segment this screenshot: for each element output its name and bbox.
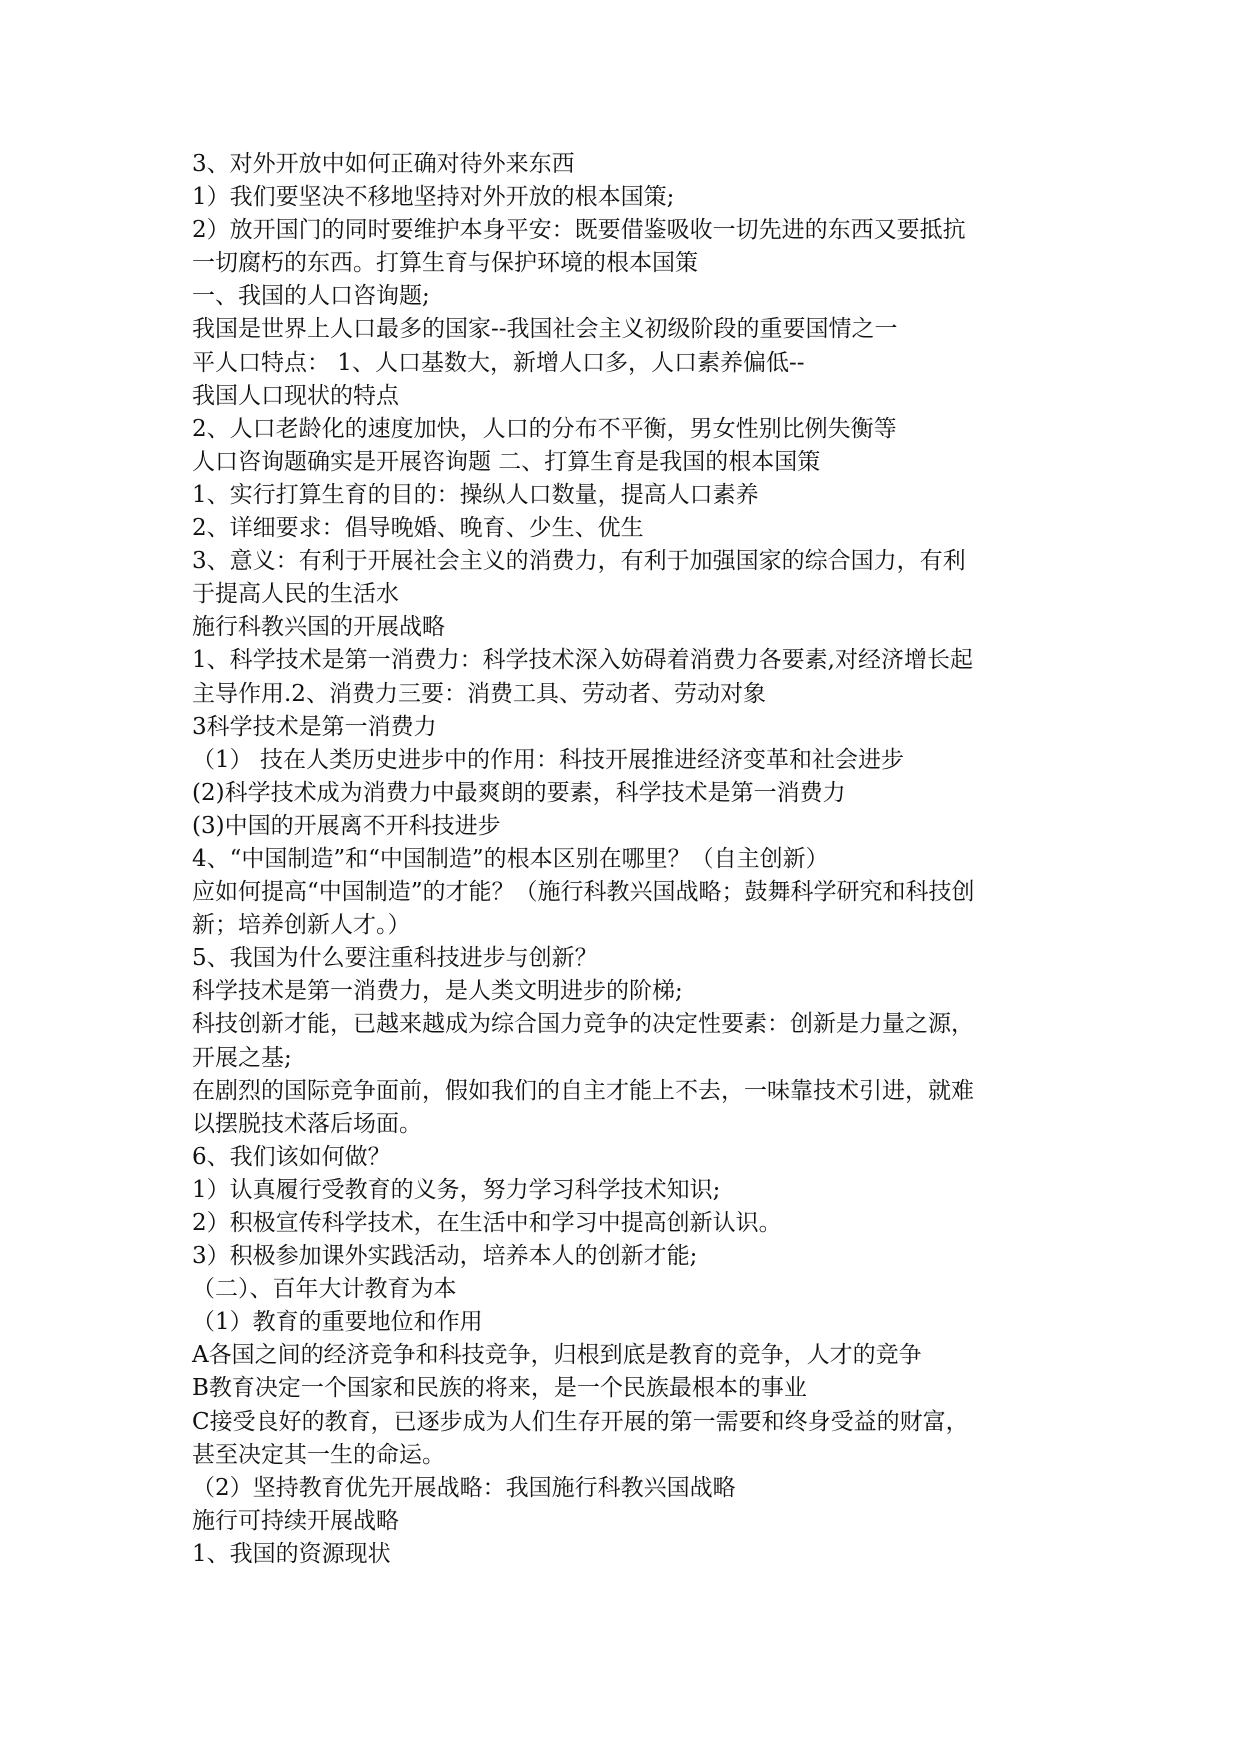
text-line: 3、意义：有利于开展社会主义的消费力，有利于加强国家的综合国力，有利 xyxy=(192,548,966,575)
text-line: 2、详细要求：倡导晚婚、晚育、少生、优生 xyxy=(192,515,644,542)
text-line: 1、我国的资源现状 xyxy=(192,1540,391,1567)
text-line: 以摆脱技术落后场面。 xyxy=(192,1110,422,1137)
text-line: (3)中国的开展离不开科技进步 xyxy=(192,812,501,839)
text-line: 5、我国为什么要注重科技进步与创新？ xyxy=(192,945,598,972)
document-body xyxy=(192,148,1052,1571)
text-line: 我国是世界上人口最多的国家--我国社会主义初级阶段的重要国情之一 xyxy=(192,316,898,343)
text-line: （2）坚持教育优先开展战略：我国施行科教兴国战略 xyxy=(192,1474,736,1501)
text-line: A各国之间的经济竞争和科技竞争，归根到底是教育的竞争，人才的竞争 xyxy=(192,1342,922,1369)
text-line: 科学技术是第一消费力，是人类文明进步的阶梯; xyxy=(192,978,683,1005)
text-line: 开展之基; xyxy=(192,1044,292,1071)
text-line: 主导作用.2、消费力三要：消费工具、劳动者、劳动对象 xyxy=(192,680,766,707)
text-line: 1、科学技术是第一消费力：科学技术深入妨碍着消费力各要素,对经济增长起 xyxy=(192,647,973,674)
text-line: （1）教育的重要地位和作用 xyxy=(192,1309,483,1336)
text-line: （二）、百年大计教育为本 xyxy=(192,1276,457,1303)
text-line: 平人口特点： 1、人口基数大，新增人口多，人口素养偏低-- xyxy=(192,349,805,376)
text-line: 施行可持续开展战略 xyxy=(192,1507,399,1534)
text-line: （1） 技在人类历史进步中的作用：科技开展推进经济变革和社会进步 xyxy=(192,746,904,773)
text-line: 4、“中国制造”和“中国制造”的根本区别在哪里？（自主创新） xyxy=(192,845,829,872)
text-line: 应如何提高“中国制造”的才能？（施行科教兴国战略；鼓舞科学研究和科技创 xyxy=(192,879,975,906)
text-line: 1、实行打算生育的目的：操纵人口数量，提高人口素养 xyxy=(192,481,759,508)
text-line: 6、我们该如何做？ xyxy=(192,1143,391,1170)
text-line: 1）认真履行受教育的义务，努力学习科学技术知识; xyxy=(192,1176,721,1203)
text-line: 3、对外开放中如何正确对待外来东西 xyxy=(192,151,575,177)
text-line: 我国人口现状的特点 xyxy=(192,382,399,409)
text-line: 一、我国的人口咨询题; xyxy=(192,283,430,310)
text-line: 甚至决定其一生的命运。 xyxy=(192,1441,445,1468)
text-line: 2、人口老龄化的速度加快，人口的分布不平衡，男女性别比例失衡等 xyxy=(192,415,897,442)
text-line: 1）我们要坚决不移地坚持对外开放的根本国策; xyxy=(192,184,675,211)
text-line: 2）放开国门的同时要维护本身平安：既要借鉴吸收一切先进的东西又要抵抗 xyxy=(192,217,966,244)
text-line: 3）积极参加课外实践活动，培养本人的创新才能; xyxy=(192,1243,698,1270)
text-line: 3科学技术是第一消费力 xyxy=(192,713,437,740)
text-line: 人口咨询题确实是开展咨询题 二、打算生育是我国的根本国策 xyxy=(192,448,821,475)
text-line: B教育决定一个国家和民族的将来，是一个民族最根本的事业 xyxy=(192,1375,807,1402)
text-line: 新；培养创新人才。） xyxy=(192,912,411,939)
text-line: (2)科学技术成为消费力中最爽朗的要素，科学技术是第一消费力 xyxy=(192,779,846,806)
text-line: 2）积极宣传科学技术，在生活中和学习中提高创新认识。 xyxy=(192,1210,782,1236)
text-line: 施行科教兴国的开展战略 xyxy=(192,614,445,641)
text-line: 于提高人民的生活水 xyxy=(192,581,399,608)
text-line: 科技创新才能，已越来越成为综合国力竞争的决定性要素：创新是力量之源， xyxy=(192,1011,974,1038)
text-line: C接受良好的教育，已逐步成为人们生存开展的第一需要和终身受益的财富， xyxy=(192,1408,969,1435)
text-line: 在剧烈的国际竞争面前，假如我们的自主才能上不去，一味靠技术引进，就难 xyxy=(192,1077,974,1104)
text-line: 一切腐朽的东西。打算生育与保护环境的根本国策 xyxy=(192,250,698,277)
